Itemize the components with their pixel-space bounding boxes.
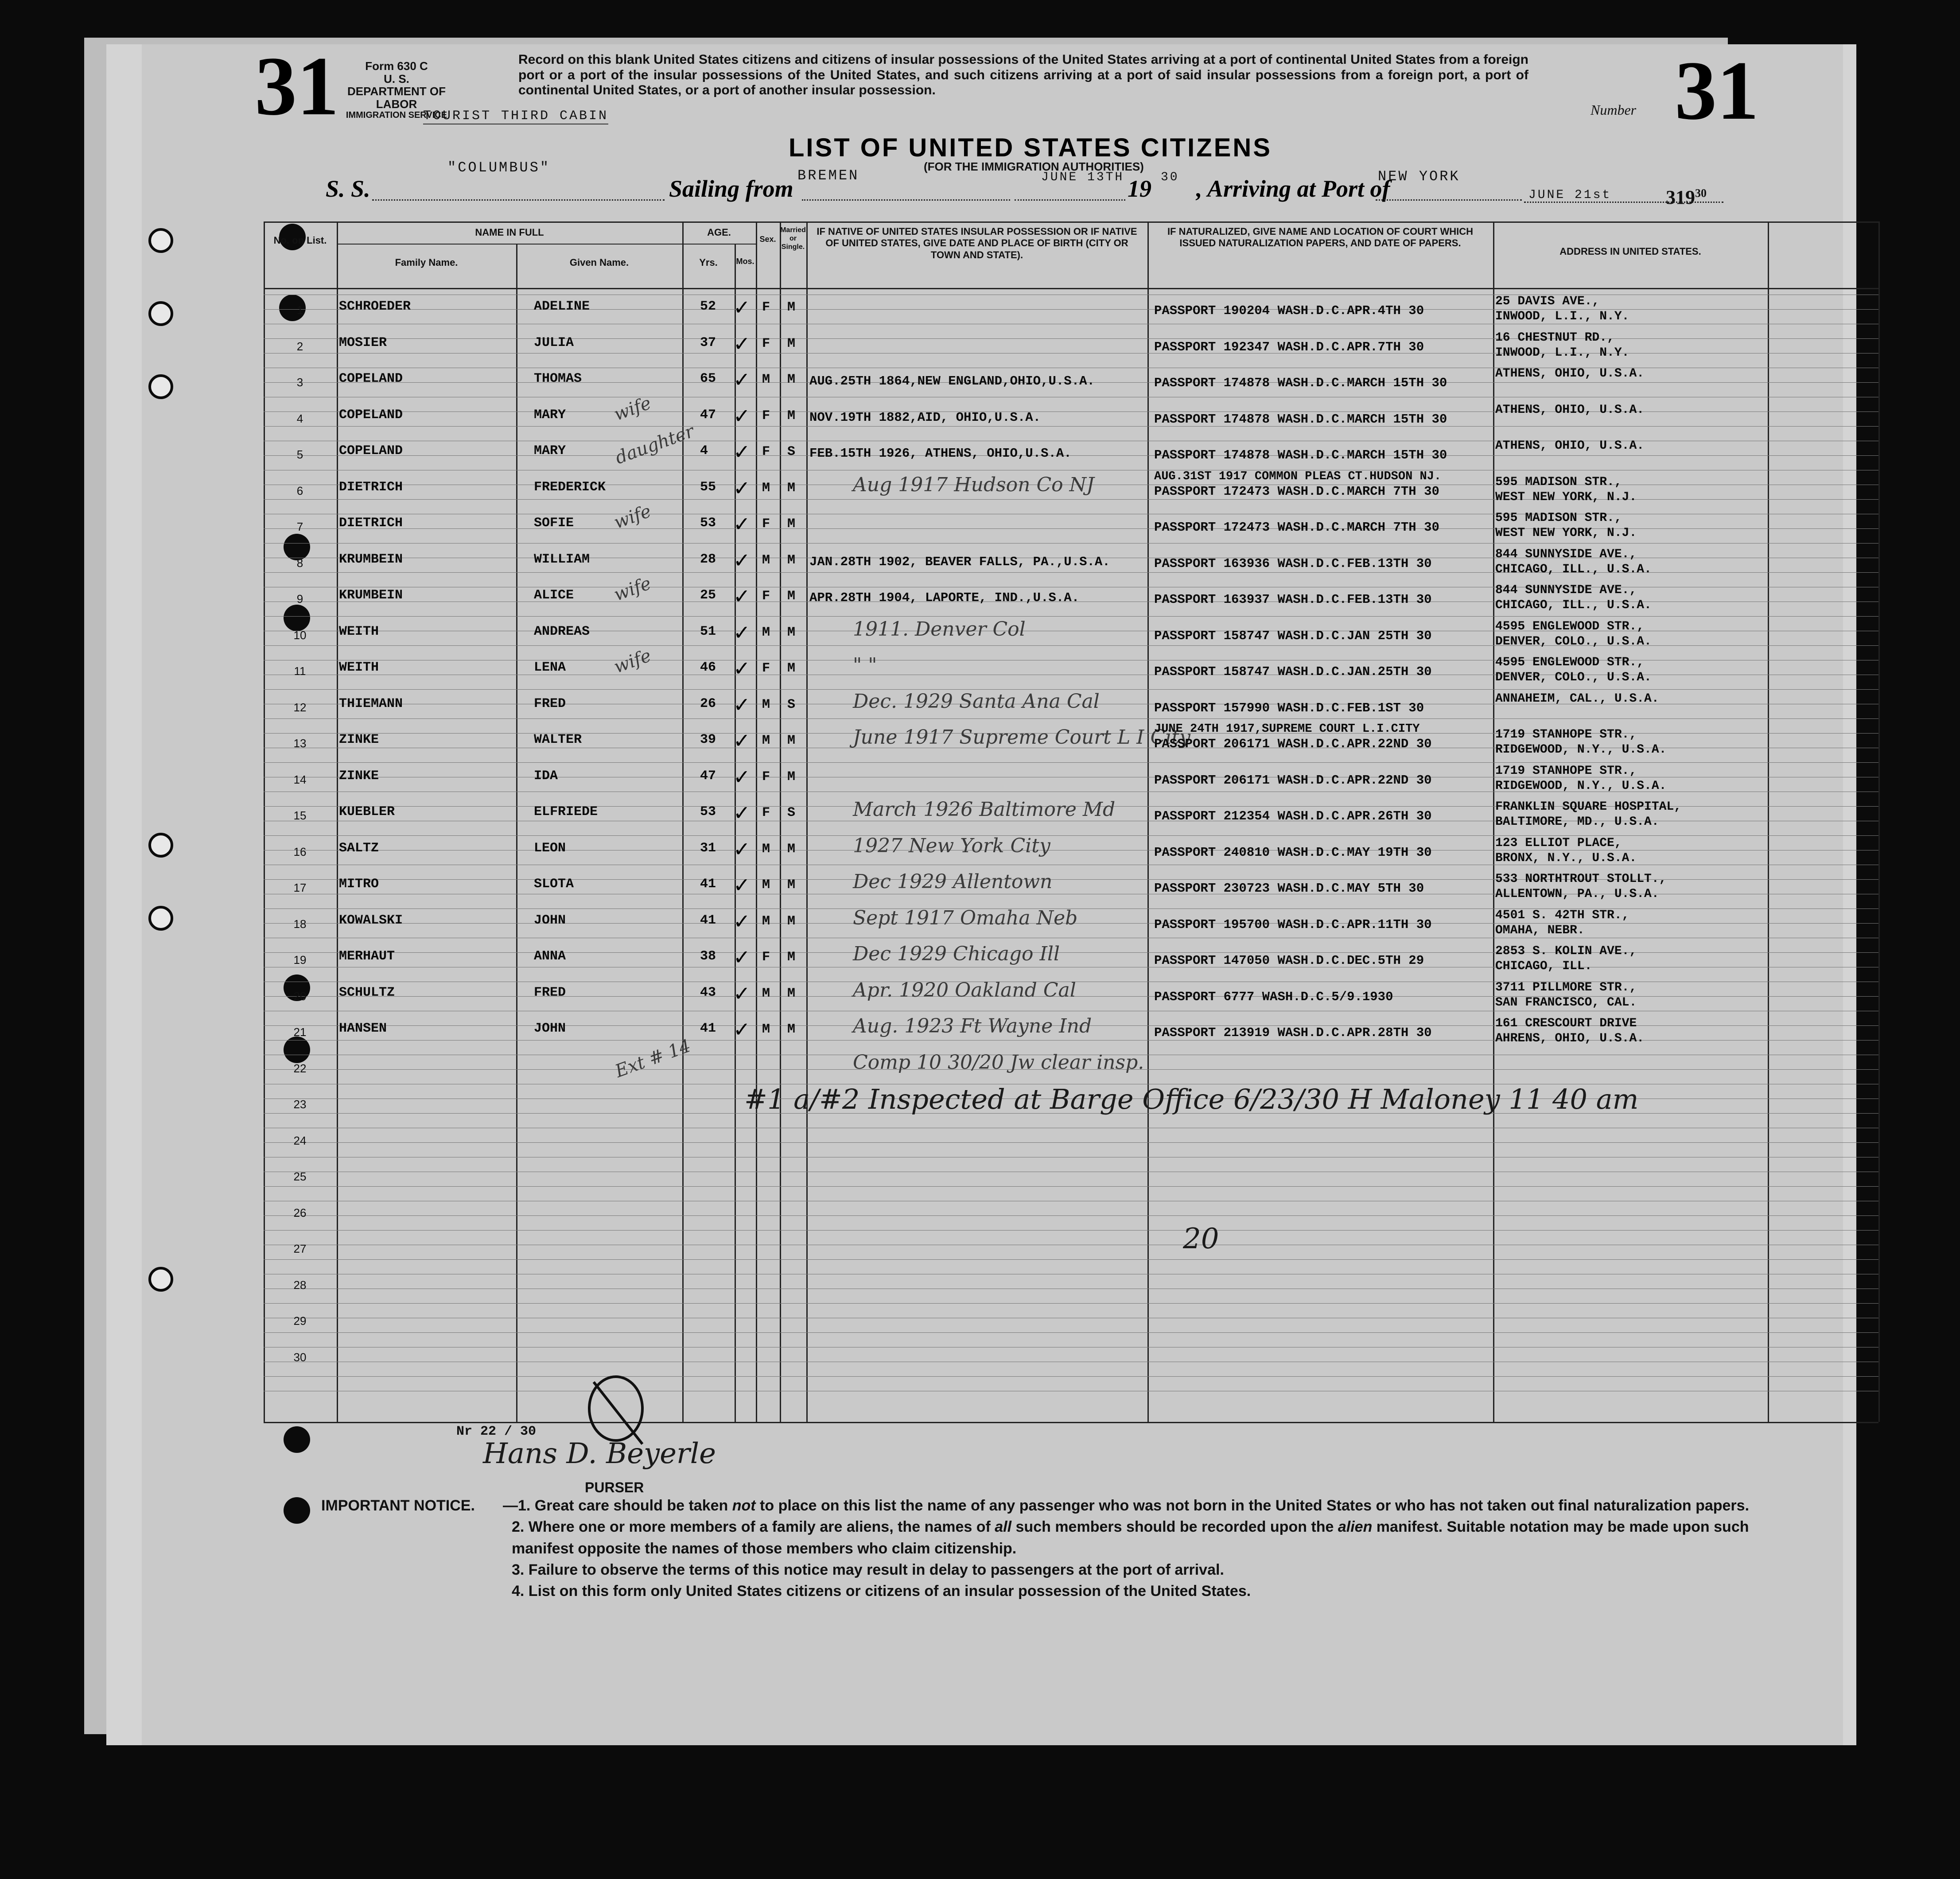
age-years: 46 bbox=[700, 660, 716, 675]
ring-hole bbox=[148, 301, 173, 326]
age-years: 52 bbox=[700, 299, 716, 314]
sex: F bbox=[762, 444, 770, 459]
margin-note: wife bbox=[611, 645, 654, 678]
address-line-2: CHICAGO, ILL., U.S.A. bbox=[1495, 598, 1652, 612]
family-name: THIEMANN bbox=[339, 696, 403, 711]
col-name-in-full: NAME IN FULL bbox=[475, 227, 544, 238]
naturalization-papers: PASSPORT 6777 WASH.D.C.5/9.1930 bbox=[1154, 989, 1393, 1004]
marital-status: M bbox=[787, 552, 796, 568]
address-line-2: WEST NEW YORK, N.J. bbox=[1495, 526, 1637, 540]
family-name: ZINKE bbox=[339, 768, 379, 784]
family-name: HANSEN bbox=[339, 1021, 387, 1036]
address-line-1: 4595 ENGLEWOOD STR., bbox=[1495, 619, 1645, 633]
col-family-name: Family Name. bbox=[395, 257, 458, 268]
age-years: 41 bbox=[700, 877, 716, 892]
year-prefix: 19 bbox=[1128, 175, 1151, 202]
check-mark-icon: ✓ bbox=[733, 512, 751, 536]
row-number: 24 bbox=[293, 1134, 307, 1147]
ss-label: S. S. bbox=[326, 175, 370, 202]
given-name: JOHN bbox=[534, 912, 566, 928]
sex: F bbox=[762, 336, 770, 351]
marital-status: M bbox=[787, 986, 796, 1001]
given-name: THOMAS bbox=[534, 371, 582, 386]
family-name: COPELAND bbox=[339, 443, 403, 458]
col-sex: Sex. bbox=[759, 235, 776, 244]
given-name: ANNA bbox=[534, 949, 566, 964]
arrival-year-main: 319 bbox=[1666, 186, 1695, 208]
naturalization-papers: PASSPORT 174878 WASH.D.C.MARCH 15TH 30 bbox=[1154, 412, 1447, 427]
sheet-number-right: 31 bbox=[1675, 44, 1759, 137]
sex: F bbox=[762, 300, 770, 315]
sex: F bbox=[762, 769, 770, 784]
year-suffix: 30 bbox=[1161, 171, 1179, 184]
row-number: 10 bbox=[293, 628, 307, 642]
address-line-2: RIDGEWOOD, N.Y., U.S.A. bbox=[1495, 743, 1667, 757]
col-married: Married or Single. bbox=[780, 226, 806, 251]
family-name: KOWALSKI bbox=[339, 912, 403, 928]
family-name: WEITH bbox=[339, 660, 379, 675]
address-line-1: 844 SUNNYSIDE AVE., bbox=[1495, 547, 1637, 561]
sex: F bbox=[762, 589, 770, 604]
given-name: SLOTA bbox=[534, 877, 574, 892]
birth-details: AUG.25TH 1864,NEW ENGLAND,OHIO,U.S.A. bbox=[809, 374, 1095, 388]
address-line-2: BRONX, N.Y., U.S.A. bbox=[1495, 851, 1637, 865]
col-age: AGE. bbox=[707, 227, 731, 238]
given-name: ANDREAS bbox=[534, 624, 590, 639]
sex: M bbox=[762, 552, 770, 568]
age-years: 31 bbox=[700, 840, 716, 856]
sailing-port: BREMEN bbox=[797, 167, 859, 184]
check-mark-icon: ✓ bbox=[733, 946, 751, 969]
row-number: 15 bbox=[293, 809, 307, 822]
marital-status: M bbox=[787, 589, 796, 604]
address-line-1: 1719 STANHOPE STR., bbox=[1495, 728, 1637, 742]
ring-hole bbox=[148, 906, 173, 931]
address-line-1: 16 CHESTNUT RD., bbox=[1495, 330, 1614, 345]
notice-item-1: —1. Great care should be taken not to place on this list the name of any passenger who was not born in the United States or who has not taken out final naturalization papers. bbox=[503, 1497, 1750, 1514]
check-mark-icon: ✓ bbox=[733, 621, 751, 644]
marital-status: M bbox=[787, 516, 796, 532]
naturalization-papers: PASSPORT 240810 WASH.D.C.MAY 19TH 30 bbox=[1154, 845, 1432, 860]
address-line-1: 25 DAVIS AVE., bbox=[1495, 295, 1600, 308]
address-line-1: 3711 PILLMORE STR., bbox=[1495, 980, 1637, 994]
birth-handwritten: Dec. 1929 Santa Ana Cal bbox=[853, 690, 1100, 713]
given-name: MARY bbox=[534, 443, 566, 458]
address-line-2: CHICAGO, ILL. bbox=[1495, 959, 1592, 973]
check-mark-icon: ✓ bbox=[733, 476, 751, 500]
sex: M bbox=[762, 625, 770, 640]
age-years: 47 bbox=[700, 407, 716, 423]
col-given-name: Given Name. bbox=[569, 257, 629, 268]
check-mark-icon: ✓ bbox=[733, 1018, 751, 1041]
row-number: 13 bbox=[293, 737, 307, 750]
address-line-2: WEST NEW YORK, N.J. bbox=[1495, 490, 1637, 504]
marital-status: M bbox=[787, 913, 796, 929]
birth-details: APR.28TH 1904, LAPORTE, IND.,U.S.A. bbox=[809, 590, 1080, 605]
marital-status: M bbox=[787, 372, 796, 387]
birth-handwritten: Aug 1917 Hudson Co NJ bbox=[853, 473, 1094, 496]
given-name: IDA bbox=[534, 768, 558, 784]
birth-handwritten: Apr. 1920 Oakland Cal bbox=[853, 978, 1076, 1002]
birth-details: FEB.15TH 1926, ATHENS, OHIO,U.S.A. bbox=[809, 446, 1072, 461]
notice-title: IMPORTANT NOTICE. bbox=[321, 1497, 475, 1514]
age-years: 51 bbox=[700, 624, 716, 639]
margin-note: wife bbox=[611, 573, 654, 606]
address-line-1: 4501 S. 42TH STR., bbox=[1495, 908, 1629, 922]
marital-status: M bbox=[787, 625, 796, 640]
row-number: 11 bbox=[294, 664, 306, 678]
address-line-2: AHRENS, OHIO, U.S.A. bbox=[1495, 1032, 1645, 1045]
row-number: 25 bbox=[293, 1170, 307, 1183]
sailing-label: Sailing from bbox=[669, 175, 793, 202]
naturalization-papers: PASSPORT 172473 WASH.D.C.MARCH 7TH 30 bbox=[1154, 484, 1439, 499]
naturalization-papers: PASSPORT 195700 WASH.D.C.APR.11TH 30 bbox=[1154, 917, 1432, 932]
inspection-note: #1 a/#2 Inspected at Barge Office 6/23/30 H Maloney 11 40 am bbox=[744, 1083, 1639, 1115]
address-line-1: ATHENS, OHIO, U.S.A. bbox=[1495, 367, 1645, 380]
age-years: 26 bbox=[700, 696, 716, 711]
sex: F bbox=[762, 516, 770, 532]
address-line-2: DENVER, COLO., U.S.A. bbox=[1495, 671, 1652, 684]
naturalization-papers: PASSPORT 158747 WASH.D.C.JAN 25TH 30 bbox=[1154, 628, 1432, 643]
row-number: 30 bbox=[293, 1350, 307, 1364]
age-years: 55 bbox=[700, 479, 716, 495]
row-number: 27 bbox=[293, 1242, 307, 1255]
address-line-2: DENVER, COLO., U.S.A. bbox=[1495, 634, 1652, 648]
check-mark-icon: ✓ bbox=[733, 332, 751, 355]
check-mark-icon: ✓ bbox=[733, 801, 751, 824]
marital-status: M bbox=[787, 1022, 796, 1037]
address-line-1: 533 NORTHTROUT STOLLT., bbox=[1495, 872, 1667, 886]
address-line-2: RIDGEWOOD, N.Y., U.S.A. bbox=[1495, 779, 1667, 793]
birth-handwritten: Aug. 1923 Ft Wayne Ind bbox=[853, 1015, 1092, 1037]
notice-item-3: 3. Failure to observe the terms of this notice may result in delay to passengers at the port of arrival. bbox=[512, 1561, 1224, 1578]
row-number: 9 bbox=[296, 592, 303, 606]
punch-hole bbox=[284, 1426, 310, 1453]
row-number: 20 bbox=[293, 989, 307, 1003]
naturalization-papers: PASSPORT 158747 WASH.D.C.JAN.25TH 30 bbox=[1154, 664, 1432, 679]
margin-note: wife bbox=[611, 392, 654, 425]
check-mark-icon: ✓ bbox=[733, 657, 751, 680]
col-naturalized: IF NATURALIZED, GIVE NAME AND LOCATION OF COURT WHICH ISSUED NATURALIZATION PAPERS, AND DATE OF PAPERS. bbox=[1167, 226, 1474, 249]
row-number: 12 bbox=[293, 700, 307, 714]
sex: F bbox=[762, 805, 770, 820]
address-line-1: 595 MADISON STR., bbox=[1495, 511, 1622, 525]
row-number: 2 bbox=[296, 339, 303, 353]
family-name: MITRO bbox=[339, 877, 379, 892]
address-line-1: ANNAHEIM, CAL., U.S.A. bbox=[1495, 691, 1659, 706]
birth-handwritten: Comp 10 30/20 Jw clear insp. bbox=[853, 1051, 1144, 1074]
sex: M bbox=[762, 697, 770, 712]
address-line-2: CHICAGO, ILL., U.S.A. bbox=[1495, 562, 1652, 576]
marital-status: M bbox=[787, 769, 796, 784]
row-number: 26 bbox=[293, 1206, 307, 1219]
arriving-port: NEW YORK bbox=[1378, 168, 1460, 185]
given-name: ADELINE bbox=[534, 299, 590, 314]
service: IMMIGRATION SERVICE bbox=[346, 110, 447, 120]
check-mark-icon: ✓ bbox=[733, 909, 751, 933]
sex: M bbox=[762, 1022, 770, 1037]
row-number: 5 bbox=[296, 448, 303, 461]
naturalization-papers: PASSPORT 157990 WASH.D.C.FEB.1ST 30 bbox=[1154, 700, 1424, 715]
sex: M bbox=[762, 480, 770, 496]
birth-details: NOV.19TH 1882,AID, OHIO,U.S.A. bbox=[809, 410, 1041, 425]
ring-hole bbox=[148, 833, 173, 858]
important-notice bbox=[321, 1495, 1783, 1602]
sex: F bbox=[762, 408, 770, 423]
sex: M bbox=[762, 877, 770, 893]
address-line-1: 844 SUNNYSIDE AVE., bbox=[1495, 583, 1637, 597]
row-number: 21 bbox=[293, 1025, 307, 1039]
naturalization-papers: PASSPORT 147050 WASH.D.C.DEC.5TH 29 bbox=[1154, 953, 1424, 968]
naturalization-papers: PASSPORT 212354 WASH.D.C.APR.26TH 30 bbox=[1154, 809, 1432, 823]
notice-item-2: 2. Where one or more members of a family are aliens, the names of all such members should be recorded upon the alien manifest. Suitable notation may be made upon such manifest opposite the names of those members who claim citizenship. bbox=[512, 1518, 1749, 1557]
naturalization-court: JUNE 24TH 1917,SUPREME COURT L.I.CITY bbox=[1154, 722, 1420, 736]
birth-handwritten: Sept 1917 Omaha Neb bbox=[853, 906, 1078, 929]
row-number: 19 bbox=[293, 953, 307, 967]
margin-note: daughter bbox=[612, 421, 697, 469]
age-years: 53 bbox=[700, 516, 716, 531]
family-name: KUEBLER bbox=[339, 804, 395, 819]
marital-status: M bbox=[787, 300, 796, 315]
naturalization-papers: PASSPORT 163937 WASH.D.C.FEB.13TH 30 bbox=[1154, 592, 1432, 607]
age-years: 41 bbox=[700, 912, 716, 928]
col-yrs: Yrs. bbox=[699, 257, 718, 268]
sex: F bbox=[762, 661, 770, 676]
given-name: ELFRIEDE bbox=[534, 804, 598, 819]
family-name: KRUMBEIN bbox=[339, 588, 403, 603]
check-mark-icon: ✓ bbox=[733, 729, 751, 752]
naturalization-papers: PASSPORT 213919 WASH.D.C.APR.28TH 30 bbox=[1154, 1025, 1432, 1040]
marital-status: M bbox=[787, 408, 796, 423]
sheet-number-left: 31 bbox=[255, 40, 339, 133]
given-name: SOFIE bbox=[534, 516, 574, 531]
family-name: COPELAND bbox=[339, 371, 403, 386]
marital-status: M bbox=[787, 950, 796, 965]
family-name: SCHULTZ bbox=[339, 985, 395, 1000]
birth-handwritten: Dec 1929 Allentown bbox=[853, 870, 1053, 893]
given-name: FRED bbox=[534, 985, 566, 1000]
ship-name: "COLUMBUS" bbox=[447, 159, 551, 176]
sex: M bbox=[762, 913, 770, 929]
birth-handwritten: March 1926 Baltimore Md bbox=[853, 798, 1116, 821]
naturalization-court: AUG.31ST 1917 COMMON PLEAS CT.HUDSON NJ. bbox=[1154, 470, 1442, 483]
col-birth: IF NATIVE OF UNITED STATES INSULAR POSSESSION OR IF NATIVE OF UNITED STATES, GIVE DATE AND PLACE OF BIRTH (CITY OR TOWN AND STATE). bbox=[817, 226, 1137, 260]
family-name: WEITH bbox=[339, 624, 379, 639]
address-line-2: BALTIMORE, MD., U.S.A. bbox=[1495, 815, 1659, 829]
check-mark-icon: ✓ bbox=[733, 874, 751, 897]
given-name: ALICE bbox=[534, 588, 574, 603]
naturalization-papers: PASSPORT 206171 WASH.D.C.APR.22ND 30 bbox=[1154, 737, 1432, 751]
given-name: WALTER bbox=[534, 732, 582, 747]
age-years: 53 bbox=[700, 804, 716, 819]
check-mark-icon: ✓ bbox=[733, 693, 751, 716]
row-number: 28 bbox=[293, 1278, 307, 1292]
purser-signature: Hans D. Beyerle bbox=[483, 1437, 716, 1470]
birth-handwritten: 1911. Denver Col bbox=[853, 617, 1026, 641]
marital-status: M bbox=[787, 661, 796, 676]
birth-handwritten: Dec 1929 Chicago Ill bbox=[853, 943, 1060, 965]
arrival-year-sup: 30 bbox=[1695, 186, 1707, 200]
row-number: 22 bbox=[293, 1061, 307, 1075]
row-number: 8 bbox=[296, 556, 303, 570]
marital-status: S bbox=[787, 697, 796, 712]
row-number: 18 bbox=[293, 917, 307, 931]
marital-status: M bbox=[787, 841, 796, 857]
address-line-2: INWOOD, L.I., N.Y. bbox=[1495, 346, 1629, 360]
margin-note: Ext # 14 bbox=[612, 1035, 694, 1082]
age-years: 43 bbox=[700, 985, 716, 1000]
ring-hole bbox=[148, 228, 173, 253]
row-number: 16 bbox=[293, 845, 307, 858]
naturalization-papers: PASSPORT 192347 WASH.D.C.APR.7TH 30 bbox=[1154, 339, 1424, 354]
family-name: MOSIER bbox=[339, 335, 387, 350]
row-number: 14 bbox=[293, 773, 307, 786]
naturalization-papers: PASSPORT 230723 WASH.D.C.MAY 5TH 30 bbox=[1154, 881, 1424, 896]
row-count-note: 20 bbox=[1183, 1223, 1219, 1255]
address-line-1: 2853 S. KOLIN AVE., bbox=[1495, 944, 1637, 958]
sex: F bbox=[762, 950, 770, 965]
record-instructions: Record on this blank United States citizens and citizens of insular possessions of the United States arriving at a port of continental United States from a foreign port or a port of the insular possessions of the United States, and such citizens arriving at a port of said insular possessions from a foreign port, a port of continental United States, or a port of another insular possession. bbox=[518, 52, 1528, 97]
sex: M bbox=[762, 733, 770, 748]
nr-stamp: Nr 22 / 30 bbox=[456, 1424, 537, 1439]
notice-item-4: 4. List on this form only United States citizens or citizens of an insular possession of the United States. bbox=[512, 1583, 1251, 1600]
age-years: 25 bbox=[700, 588, 716, 603]
birth-handwritten: June 1917 Supreme Court L I City bbox=[853, 726, 1190, 749]
check-mark-icon: ✓ bbox=[733, 548, 751, 572]
given-name: JULIA bbox=[534, 335, 574, 350]
passenger-table bbox=[264, 221, 1878, 1422]
check-mark-icon: ✓ bbox=[733, 368, 751, 391]
age-years: 65 bbox=[700, 371, 716, 386]
birth-details: JAN.28TH 1902, BEAVER FALLS, PA.,U.S.A. bbox=[809, 554, 1110, 569]
number-label: Number bbox=[1591, 102, 1637, 118]
family-name: KRUMBEIN bbox=[339, 551, 403, 567]
row-number: 23 bbox=[293, 1098, 307, 1111]
arriving-label: , Arriving at Port of bbox=[1196, 175, 1390, 202]
address-line-1: 123 ELLIOT PLACE, bbox=[1495, 836, 1622, 850]
col-no: No. on List. bbox=[273, 235, 327, 246]
arrival-year bbox=[1666, 186, 1707, 209]
check-mark-icon: ✓ bbox=[733, 296, 751, 319]
naturalization-papers: PASSPORT 174878 WASH.D.C.MARCH 15TH 30 bbox=[1154, 376, 1447, 390]
given-name: JOHN bbox=[534, 1021, 566, 1036]
marital-status: M bbox=[787, 480, 796, 496]
address-line-2: INWOOD, L.I., N.Y. bbox=[1495, 310, 1629, 323]
family-name: SCHROEDER bbox=[339, 299, 411, 314]
check-mark-icon: ✓ bbox=[733, 404, 751, 427]
age-years: 41 bbox=[700, 1021, 716, 1036]
row-number: 6 bbox=[296, 484, 303, 497]
page-subtitle: (FOR THE IMMIGRATION AUTHORITIES) bbox=[924, 160, 1144, 173]
naturalization-papers: PASSPORT 163936 WASH.D.C.FEB.13TH 30 bbox=[1154, 556, 1432, 571]
check-mark-icon: ✓ bbox=[733, 765, 751, 788]
age-years: 38 bbox=[700, 949, 716, 964]
marital-status: S bbox=[787, 805, 796, 820]
check-mark-icon: ✓ bbox=[733, 837, 751, 861]
row-number: 17 bbox=[293, 881, 307, 894]
marital-status: M bbox=[787, 877, 796, 893]
punch-hole bbox=[284, 1497, 310, 1524]
address-line-2: SAN FRANCISCO, CAL. bbox=[1495, 995, 1637, 1009]
age-years: 4 bbox=[700, 443, 708, 458]
family-name: MERHAUT bbox=[339, 949, 395, 964]
family-name: DIETRICH bbox=[339, 516, 403, 531]
age-years: 37 bbox=[700, 335, 716, 350]
department: U. S. DEPARTMENT OF LABOR bbox=[347, 72, 446, 111]
naturalization-papers: PASSPORT 174878 WASH.D.C.MARCH 15TH 30 bbox=[1154, 448, 1447, 462]
address-line-1: ATHENS, OHIO, U.S.A. bbox=[1495, 439, 1645, 453]
address-line-2: OMAHA, NEBR. bbox=[1495, 923, 1585, 937]
marital-status: S bbox=[787, 444, 796, 459]
family-name: ZINKE bbox=[339, 732, 379, 747]
given-name: FREDERICK bbox=[534, 479, 606, 495]
given-name: LENA bbox=[534, 660, 566, 675]
check-mark-icon: ✓ bbox=[733, 982, 751, 1005]
birth-handwritten: " " bbox=[853, 654, 877, 676]
given-name: FRED bbox=[534, 696, 566, 711]
address-line-1: 4595 ENGLEWOOD STR., bbox=[1495, 656, 1645, 669]
address-line-1: 1719 STANHOPE STR., bbox=[1495, 764, 1637, 778]
address-line-1: FRANKLIN SQUARE HOSPITAL, bbox=[1495, 800, 1682, 814]
ring-hole bbox=[148, 1267, 173, 1292]
marital-status: M bbox=[787, 336, 796, 351]
sex: M bbox=[762, 986, 770, 1001]
naturalization-papers: PASSPORT 206171 WASH.D.C.APR.22ND 30 bbox=[1154, 773, 1432, 788]
row-number: 7 bbox=[296, 520, 303, 533]
row-number: 1 bbox=[296, 303, 303, 317]
page-title: LIST OF UNITED STATES CITIZENS bbox=[789, 133, 1272, 162]
arrival-date: JUNE 21st bbox=[1528, 188, 1612, 202]
ring-hole bbox=[148, 374, 173, 399]
family-name: SALTZ bbox=[339, 840, 379, 856]
row-number: 4 bbox=[296, 412, 303, 425]
purser-label: PURSER bbox=[585, 1479, 644, 1495]
marital-status: M bbox=[787, 733, 796, 748]
check-mark-icon: ✓ bbox=[733, 585, 751, 608]
address-line-1: 161 CRESCOURT DRIVE bbox=[1495, 1017, 1637, 1030]
age-years: 28 bbox=[700, 551, 716, 567]
address-line-1: ATHENS, OHIO, U.S.A. bbox=[1495, 403, 1645, 417]
family-name: DIETRICH bbox=[339, 479, 403, 495]
sailing-date: JUNE 13TH bbox=[1041, 171, 1124, 184]
col-address: ADDRESS IN UNITED STATES. bbox=[1559, 246, 1701, 257]
row-number: 3 bbox=[296, 376, 303, 389]
naturalization-papers: PASSPORT 190204 WASH.D.C.APR.4TH 30 bbox=[1154, 303, 1424, 318]
row-number: 29 bbox=[293, 1314, 307, 1328]
sex: M bbox=[762, 372, 770, 387]
class-stamp: TOURIST THIRD CABIN bbox=[423, 109, 609, 124]
naturalization-papers: PASSPORT 172473 WASH.D.C.MARCH 7TH 30 bbox=[1154, 520, 1439, 535]
address-line-1: 595 MADISON STR., bbox=[1495, 475, 1622, 489]
check-mark-icon: ✓ bbox=[733, 440, 751, 463]
given-name: WILLIAM bbox=[534, 551, 590, 567]
margin-note: wife bbox=[611, 501, 654, 533]
birth-handwritten: 1927 New York City bbox=[853, 834, 1050, 857]
col-mos: Mos. bbox=[736, 257, 754, 266]
given-name: LEON bbox=[534, 840, 566, 856]
age-years: 47 bbox=[700, 768, 716, 784]
age-years: 39 bbox=[700, 732, 716, 747]
address-line-2: ALLENTOWN, PA., U.S.A. bbox=[1495, 887, 1659, 901]
family-name: COPELAND bbox=[339, 407, 403, 423]
form-number: Form 630 C bbox=[365, 59, 428, 73]
sex: M bbox=[762, 841, 770, 857]
given-name: MARY bbox=[534, 407, 566, 423]
